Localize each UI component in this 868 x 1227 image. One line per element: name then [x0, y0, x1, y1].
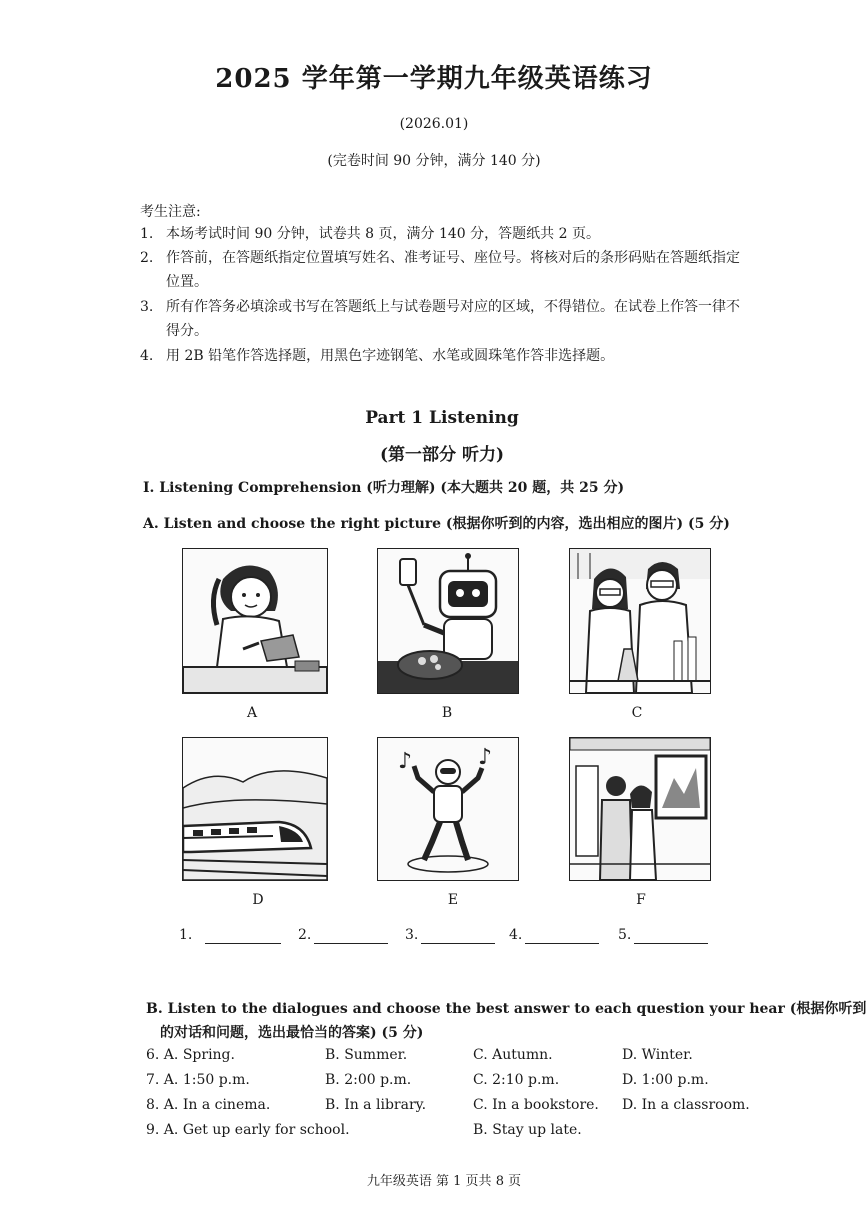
question-8-option-b: B. In a library.	[325, 1097, 427, 1113]
museum-visitors-icon	[569, 737, 711, 881]
page-title: 2025 学年第一学期九年级英语练习	[215, 64, 653, 94]
robot-cooking-icon	[377, 548, 519, 694]
page-footer: 九年级英语 第 1 页共 8 页	[366, 1174, 522, 1189]
robot-dancing-icon	[377, 737, 519, 881]
part-subtitle: (第一部分 听力)	[379, 445, 504, 465]
answer-blank-4[interactable]	[525, 943, 599, 944]
high-speed-train-icon	[182, 737, 328, 881]
notice-item-text: 用 2B 铅笔作答选择题，用黑色字迹钢笔、水笔或圆珠笔作答非选择题。	[166, 348, 615, 364]
notice-item	[140, 344, 750, 368]
question-6-option-d: D. Winter.	[622, 1047, 693, 1063]
notice-item-number: 3.	[140, 299, 154, 315]
picture-label: A	[246, 705, 258, 721]
question-7-option-a: 7. A. 1:50 p.m.	[146, 1072, 250, 1088]
picture-label: C	[631, 705, 643, 721]
exam-date: (2026.01)	[399, 116, 469, 132]
notice-item	[140, 246, 750, 294]
part-title: Part 1 Listening	[365, 408, 519, 428]
answer-blank-3[interactable]	[421, 943, 495, 944]
question-7-option-b: B. 2:00 p.m.	[325, 1072, 412, 1088]
girl-paper-cutting-icon	[182, 548, 328, 694]
notice-item-number: 2.	[140, 250, 154, 266]
svg-text:♪: ♪	[478, 745, 493, 770]
blank-number: 2.	[298, 927, 312, 943]
blank-number: 3.	[405, 927, 419, 943]
notice-item	[140, 295, 750, 343]
question-8-option-c: C. In a bookstore.	[473, 1097, 599, 1113]
svg-text:♪: ♪	[398, 749, 413, 774]
answer-blank-2[interactable]	[314, 943, 388, 944]
section-heading: I. Listening Comprehension (听力理解) (本大题共 20 题，共 25 分)	[143, 480, 625, 496]
question-6-option-c: C. Autumn.	[473, 1047, 553, 1063]
picture-label: E	[447, 892, 459, 908]
notice-title: 考生注意:	[140, 204, 201, 220]
section-b-instruction: B. Listen to the dialogues and choose the best answer to each question your hear (根据你听到	[146, 1001, 867, 1017]
notice-item-number: 4.	[140, 348, 154, 364]
scientists-lab-icon	[569, 548, 711, 694]
question-8-option-d: D. In a classroom.	[622, 1097, 750, 1113]
section-a-instruction: A. Listen and choose the right picture (根据你听到的内容，选出相应的图片) (5 分)	[143, 516, 730, 532]
notice-item	[140, 222, 750, 246]
question-8-option-a: 8. A. In a cinema.	[146, 1097, 271, 1113]
picture-label: D	[252, 892, 264, 908]
notice-item-text: 所有作答务必填涂或书写在答题纸上与试卷题号对应的区域，不得错位。在试卷上作答一律不得分。	[166, 299, 740, 339]
answer-blank-1[interactable]	[205, 943, 281, 944]
blank-number: 5.	[618, 927, 632, 943]
time-note: (完卷时间 90 分钟，满分 140 分)	[327, 153, 541, 169]
question-7-option-d: D. 1:00 p.m.	[622, 1072, 709, 1088]
question-9-option-a: 9. A. Get up early for school.	[146, 1122, 350, 1138]
picture-label: F	[636, 892, 646, 908]
question-7-option-c: C. 2:10 p.m.	[473, 1072, 560, 1088]
answer-blank-5[interactable]	[634, 943, 708, 944]
question-6-option-a: 6. A. Spring.	[146, 1047, 235, 1063]
question-9-option-b: B. Stay up late.	[473, 1122, 582, 1138]
notice-item-text: 作答前，在答题纸指定位置填写姓名、准考证号、座位号。将核对后的条形码贴在答题纸指定位置。	[166, 250, 740, 290]
blank-number: 4.	[509, 927, 523, 943]
notice-item-text: 本场考试时间 90 分钟，试卷共 8 页，满分 140 分，答题纸共 2 页。	[166, 226, 600, 242]
picture-label: B	[441, 705, 453, 721]
question-6-option-b: B. Summer.	[325, 1047, 408, 1063]
section-b-instruction-cont: 的对话和问题，选出最恰当的答案) (5 分)	[160, 1025, 424, 1041]
blank-number: 1.	[179, 927, 193, 943]
notice-item-number: 1.	[140, 226, 154, 242]
